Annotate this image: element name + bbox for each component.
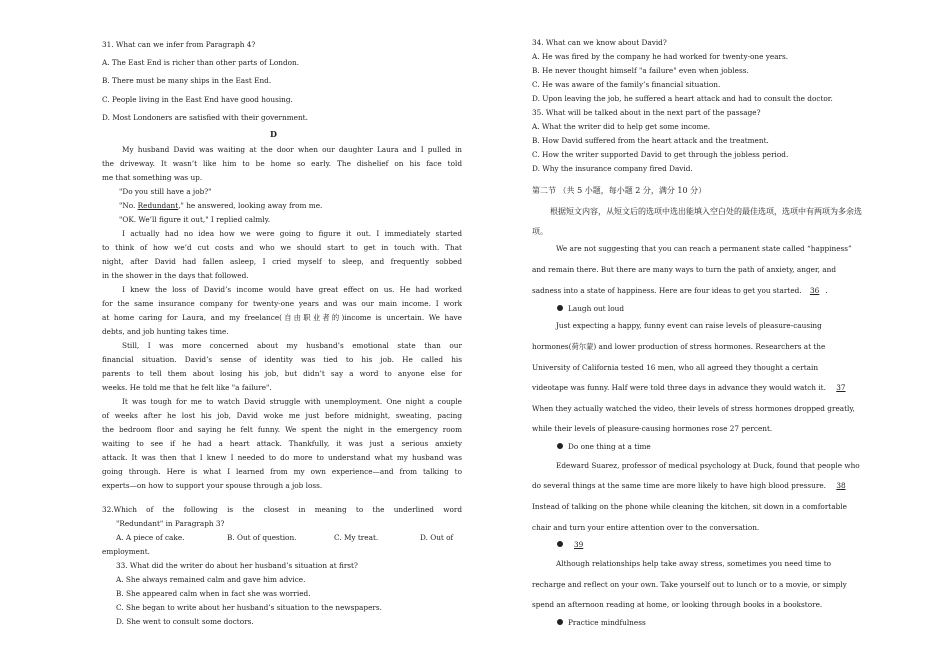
q32-option-d: D. Out of: [420, 533, 454, 542]
q33-option-d: D. She went to consult some doctors.: [116, 617, 254, 626]
q32-option-a: A. A piece of cake.: [116, 533, 185, 542]
intro-line: sadness into a state of happiness. Here are four ideas to get you started. 36 .: [532, 286, 828, 295]
passage-p2-line: to think of how we’d cut costs and who we should start to get in touch with. That: [102, 243, 462, 252]
subheading-blank-39: [557, 540, 589, 550]
q34-option-a: A. He was fired by the company he had worked for twenty-one years.: [532, 52, 789, 61]
passage-p1-line: me that something was up.: [102, 173, 203, 182]
section1-line: videotape was funny. Half were told three days in advance they would watch it. 37: [532, 383, 852, 393]
intro-line: and remain there. But there are many ways to turn the path of anxiety, anger, and: [532, 265, 836, 274]
q32-stem-cont: "Redundant" in Paragraph 3?: [116, 519, 225, 528]
passage-p3-line: debts, and job hunting takes time.: [102, 327, 229, 336]
blank-37[interactable]: 37: [836, 383, 846, 392]
section2-heading: 第二节 （共 5 小题，每小题 2 分，满分 10 分）: [532, 186, 707, 195]
q33-stem: 33. What did the writer do about her husband’s situation at first?: [116, 561, 358, 570]
passage-p2-line: I actually had no idea how we were going to figure it out. I immediately started: [122, 229, 462, 238]
section2-line: chair and turn your entire attention over to the conversation.: [532, 523, 760, 532]
section3-line: recharge and reflect on your own. Take yourself out to lunch or to a movie, or simply: [532, 580, 847, 589]
subheading-laugh: Laugh out loud: [557, 304, 624, 314]
blank-38[interactable]: 38: [836, 481, 846, 490]
q35-option-a: A. What the writer did to help get some income.: [532, 122, 711, 131]
passage-p1-line: the driveway. It wasn’t like him to be home so early. The dishelief on his face told: [102, 159, 462, 168]
section3-line: spend an afternoon reading at home, or looking through books in a bookstore.: [532, 600, 823, 609]
blank-36[interactable]: 36: [809, 286, 820, 295]
subheading-mindfulness: Practice mindfulness: [557, 618, 646, 628]
q33-option-a: A. She always remained calm and gave him advice.: [116, 575, 306, 584]
q33-option-b: B. She appeared calm when in fact she was worried.: [116, 589, 311, 598]
section1-line: hormones(荷尔蒙) and lower production of stress hormones. Researchers at the: [532, 342, 826, 351]
section3-line: Although relationships help take away stress, sometimes you need time to: [556, 559, 832, 568]
q32-stem: 32.Which of the following is the closest in meaning to the underlined word: [102, 505, 462, 514]
passage-p5-line: of weeks after he lost his job, David woke me just before midnight, sweating, pacing: [102, 411, 462, 420]
q35-option-d: D. Why the insurance company fired David.: [532, 164, 693, 173]
underlined-word-redundant: Redundant: [137, 201, 179, 210]
passage-p2-line: night, after David had fallen asleep, I cried myself to sleep, and frequently sobbed: [102, 257, 462, 266]
passage-p4-line: financial situation. David’s sense of identity was tied to his job. He called his: [102, 355, 462, 364]
q31-option-a: A. The East End is richer than other parts of London.: [102, 58, 300, 67]
q31-option-c: C. People living in the East End have good housing.: [102, 95, 293, 104]
section2-line: Edeward Suarez, professor of medical psychology at Duck, found that people who: [556, 461, 860, 470]
bullet-icon: [557, 443, 563, 449]
section2-instructions: 根据短文内容，从短文后的选项中选出能填入空白处的最佳选项，选项中有两项为多余选: [550, 207, 862, 216]
bullet-icon: [557, 305, 563, 311]
section1-line: University of California tested 16 men, who all agreed they thought a certain: [532, 363, 819, 372]
q34-option-b: B. He never thought himself "a failure" even when jobless.: [532, 66, 749, 75]
bullet-icon: [557, 619, 563, 625]
passage-p5-line: experts—on how to support your spouse through a job loss.: [102, 481, 323, 490]
section2-instructions-cont: 项。: [532, 227, 548, 236]
dialogue-line: "OK. We’ll figure it out," I replied calmly.: [119, 215, 271, 224]
subheading-one-thing: Do one thing at a time: [557, 442, 651, 452]
passage-p5-line: attack. It was then that I knew I needed to do more to understand what my husband was: [102, 453, 462, 462]
passage-p1-line: My husband David was waiting at the door when our daughter Laura and I pulled in: [122, 145, 462, 154]
q34-option-d: D. Upon leaving the job, he suffered a heart attack and had to consult the doctor.: [532, 94, 833, 103]
passage-p4-line: Still, I was more concerned about my husband’s emotional state than our: [122, 341, 462, 350]
section1-line: while their levels of pleasure-causing hormones rose 27 percent.: [532, 424, 773, 433]
bullet-icon: [557, 541, 563, 547]
passage-p4-line: parents to tell them about losing his job, but didn’t say a word to anyone else for: [102, 369, 462, 378]
q31-option-b: B. There must be many ships in the East End.: [102, 76, 272, 85]
q34-stem: 34. What can we know about David?: [532, 38, 667, 47]
passage-p3-line: I knew the loss of David’s income would have great effect on us. He had worked: [122, 285, 462, 294]
dialogue-line: "Do you still have a job?": [119, 187, 212, 196]
q31-option-d: D. Most Londoners are satisfied with their government.: [102, 113, 308, 122]
intro-line: We are not suggesting that you can reach a permanent state called “happiness”: [556, 244, 852, 253]
q31-stem: 31. What can we infer from Paragraph 4?: [102, 40, 256, 49]
q34-option-c: C. He was aware of the family’s financial situation.: [532, 80, 721, 89]
section1-line: When they actually watched the video, their levels of stress hormones dropped greatly,: [532, 404, 855, 413]
q32-option-b: B. Out of question.: [227, 533, 297, 542]
passage-p3-line: for the same insurance company for twenty-one years and was our main income. I work: [102, 299, 462, 308]
passage-p2-line: in the shower in the days that followed.: [102, 271, 249, 280]
passage-p3-line: at home caring for Laura, and my freelance(自由职业者的)income is uncertain. We have: [102, 313, 462, 322]
passage-p5-line: the bedroom floor and saying he felt funny. We spent the night in the emergency room: [102, 425, 462, 434]
q35-option-b: B. How David suffered from the heart attack and the treatment.: [532, 136, 769, 145]
passage-p5-line: going through. Here is what I learned from my own experience—and from talking to: [102, 467, 462, 476]
section2-line: Instead of talking on the phone while cleaning the kitchen, sit down in a comfortable: [532, 502, 847, 511]
passage-p5-line: It was tough for me to watch David struggle with unemployment. One night a couple: [122, 397, 462, 406]
q33-option-c: C. She began to write about her husband’s situation to the newspapers.: [116, 603, 382, 612]
section-d-heading: D: [270, 129, 277, 139]
q32-option-c: C. My treat.: [334, 533, 379, 542]
blank-39[interactable]: 39: [574, 540, 584, 549]
passage-p5-line: waiting to see if he had a heart attack. Thankfully, it was just a serious anxiety: [102, 439, 462, 448]
q35-stem: 35. What will be talked about in the next part of the passage?: [532, 108, 761, 117]
section2-line: do several things at the same time are more likely to have high blood pressure. 38: [532, 481, 852, 491]
q32-option-d-cont: employment.: [102, 547, 150, 556]
dialogue-line: "No. Redundant," he answered, looking away from me.: [119, 201, 323, 210]
section1-line: Just expecting a happy, funny event can raise levels of pleasure-causing: [556, 321, 822, 330]
passage-p4-line: weeks. He told me that he felt like "a failure".: [102, 383, 272, 392]
q35-option-c: C. How the writer supported David to get through the jobless period.: [532, 150, 789, 159]
